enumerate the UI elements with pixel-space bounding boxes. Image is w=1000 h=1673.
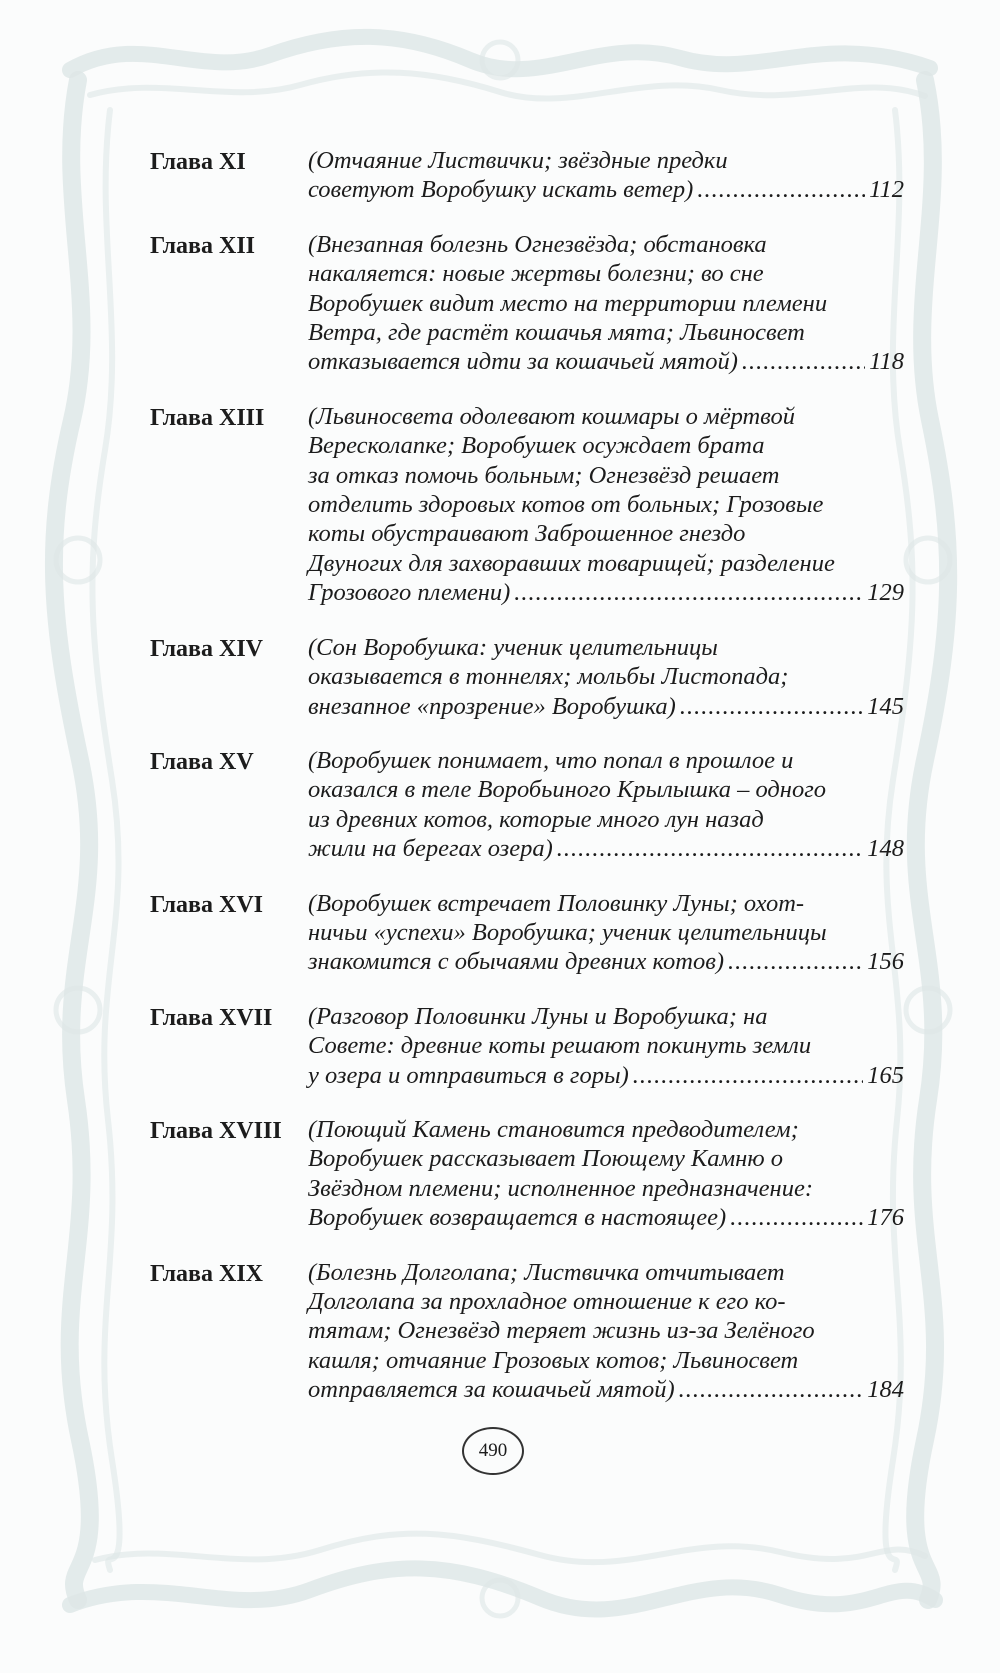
dot-leader — [728, 947, 863, 976]
chapter-label: Глава XII — [150, 232, 255, 259]
chapter-description — [308, 1115, 904, 1233]
description-line: (Воробушек понимает, что попал в прошлое и — [308, 746, 794, 774]
chapter-label: Глава XV — [150, 748, 254, 775]
description-last-line — [308, 834, 904, 863]
description-line: (Болезнь Долголапа; Листвичка отчитывает — [308, 1258, 785, 1286]
description-line: Вересколапке; Воробушек осуждает брата — [308, 432, 765, 460]
description-line: (Поющий Камень становится предводителем; — [308, 1115, 799, 1143]
dot-leader — [557, 834, 863, 863]
chapter-label: Глава XVII — [150, 1004, 273, 1031]
description-line: советуют Воробушку искать ветер) — [308, 176, 694, 204]
description-line: жили на берегах озера) — [308, 835, 553, 863]
toc-entry — [150, 889, 910, 977]
chapter-description — [308, 402, 904, 608]
chapter-page-number: 156 — [867, 948, 904, 976]
chapter-description — [308, 633, 904, 721]
dot-leader — [679, 1375, 864, 1404]
chapter-label: Глава XIV — [150, 635, 263, 662]
description-last-line — [308, 347, 904, 376]
description-line: (Отчаяние Листвички; звёздные предки — [308, 147, 728, 174]
description-line: Грозового племени) — [308, 579, 511, 607]
chapter-label: Глава XIX — [150, 1260, 263, 1287]
toc-entry — [150, 1115, 910, 1233]
dot-leader — [697, 175, 865, 204]
description-line: Воробушек видит место на территории племени — [308, 289, 828, 317]
chapter-page-number: 112 — [869, 176, 904, 204]
dot-leader — [633, 1061, 864, 1090]
description-line: Воробушек возвращается в настоящее) — [308, 1204, 727, 1232]
description-line: Двуногих для захворавших товарищей; разделение — [308, 549, 835, 577]
chapter-page-number: 118 — [869, 348, 904, 376]
description-line: отделить здоровых котов от больных; Грозовые — [308, 491, 824, 519]
description-line: Долголапа за прохладное отношение к его ко- — [308, 1288, 786, 1315]
chapter-label: Глава XVI — [150, 891, 263, 918]
toc-entry — [150, 633, 910, 721]
description-line: ничьи «успехи» Воробушка; ученик целительницы — [308, 918, 827, 946]
description-line: тятам; Огнезвёзд теряет жизнь из-за Зелёного — [308, 1317, 815, 1345]
chapter-label: Глава XVIII — [150, 1117, 282, 1144]
description-line: коты обустраивают Заброшенное гнездо — [308, 520, 746, 548]
chapter-description — [308, 1002, 904, 1090]
toc-entry — [150, 1258, 910, 1405]
toc-entry — [150, 746, 910, 864]
dot-leader — [680, 692, 863, 721]
description-last-line — [308, 1375, 904, 1404]
chapter-page-number: 145 — [867, 692, 904, 720]
description-line: у озера и отправиться в горы) — [308, 1061, 629, 1089]
toc-entry — [150, 1002, 910, 1090]
dot-leader — [730, 1203, 863, 1232]
chapter-description — [308, 1258, 904, 1405]
description-line: из древних котов, которые много лун назад — [308, 805, 764, 833]
description-last-line — [308, 1061, 904, 1090]
description-line: знакомится с обычаями древних котов) — [308, 948, 725, 976]
toc-entry — [150, 402, 910, 608]
description-line: Совете: древние коты решают покинуть земли — [308, 1032, 812, 1060]
description-last-line — [308, 175, 904, 204]
description-line: Звёздном племени; исполненное предназначение: — [308, 1174, 813, 1202]
description-line: Ветра, где растёт кошачья мята; Львиносвет — [308, 319, 805, 347]
chapter-page-number: 184 — [867, 1376, 904, 1404]
chapter-description — [308, 889, 904, 977]
description-line: (Сон Воробушка: ученик целительницы — [308, 633, 718, 661]
description-line: внезапное «прозрение» Воробушка) — [308, 692, 676, 720]
description-last-line — [308, 947, 904, 976]
description-line: (Разговор Половинки Луны и Воробушка; на — [308, 1002, 768, 1030]
toc-entry — [150, 146, 910, 205]
description-line: отправляется за кошачьей мятой) — [308, 1376, 675, 1404]
table-of-contents — [150, 146, 910, 1405]
toc-entry — [150, 230, 910, 377]
page-number-badge: 490 — [462, 1427, 524, 1475]
dot-leader — [742, 347, 865, 376]
chapter-page-number: 148 — [867, 835, 904, 863]
description-line: накаляется: новые жертвы болезни; во сне — [308, 260, 764, 288]
description-line: за отказ помочь больным; Огнезвёзд решает — [308, 461, 780, 489]
chapter-page-number: 176 — [867, 1204, 904, 1232]
chapter-description — [308, 746, 904, 864]
description-line: Воробушек рассказывает Поющему Камню о — [308, 1145, 783, 1173]
dot-leader — [514, 578, 863, 607]
description-line: кашля; отчаяние Грозовых котов; Львиносвет — [308, 1346, 799, 1374]
chapter-label: Глава XI — [150, 149, 246, 175]
chapter-page-number: 129 — [867, 579, 904, 607]
description-last-line — [308, 1203, 904, 1232]
description-line: оказался в теле Воробьиного Крылышка – одного — [308, 776, 827, 804]
chapter-label: Глава XIII — [150, 404, 265, 431]
description-line: (Воробушек встречает Половинку Луны; охот- — [308, 889, 805, 917]
chapter-description — [308, 146, 904, 205]
description-line: (Львиносвета одолевают кошмары о мёртвой — [308, 402, 795, 430]
description-last-line — [308, 692, 904, 721]
chapter-page-number: 165 — [867, 1061, 904, 1089]
chapter-description — [308, 230, 904, 377]
description-line: (Внезапная болезнь Огнезвёзда; обстановка — [308, 230, 767, 258]
description-line: отказывается идти за кошачьей мятой) — [308, 348, 738, 376]
description-line: оказывается в тоннелях; мольбы Листопада; — [308, 663, 789, 691]
description-last-line — [308, 578, 904, 607]
